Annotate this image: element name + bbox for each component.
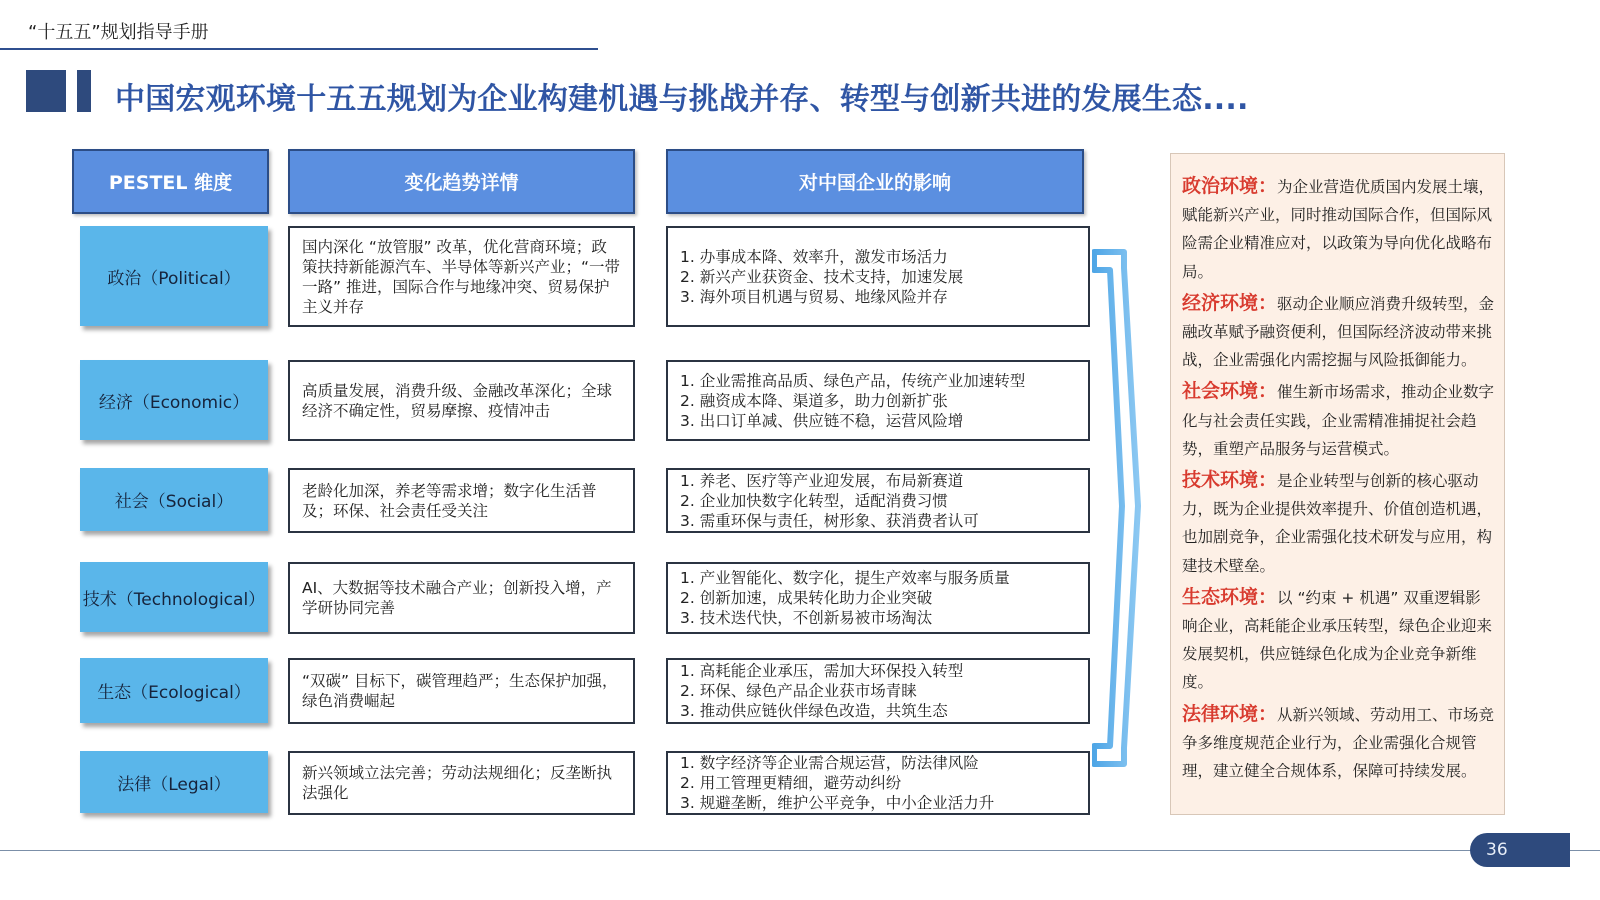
column-header-trend: 变化趋势详情	[288, 149, 635, 214]
dimension-ecological: 生态（Ecological）	[80, 658, 268, 723]
summary-label: 社会环境：	[1182, 380, 1278, 403]
dimension-political: 政治（Political）	[80, 226, 268, 326]
impact-item: 1. 办事成本降、效率升，激发市场活力	[680, 247, 948, 266]
impact-political	[666, 226, 1090, 327]
summary-label: 法律环境：	[1182, 702, 1278, 725]
trend-economic: 高质量发展，消费升级、金融改革深化；全球经济不确定性，贸易摩擦、疫情冲击	[288, 360, 635, 441]
impact-item: 2. 新兴产业获资金、技术支持，加速发展	[680, 267, 964, 286]
dimension-technological: 技术（Technological）	[80, 562, 268, 632]
page-title: 中国宏观环境十五五规划为企业构建机遇与挑战并存、转型与创新共进的发展生态....	[115, 82, 1249, 117]
summary-label: 生态环境：	[1182, 585, 1278, 608]
document-title: “十五五”规划指导手册	[28, 22, 209, 43]
impact-ecological	[666, 658, 1090, 724]
summary-label: 经济环境：	[1182, 291, 1278, 314]
summary-label: 政治环境：	[1182, 175, 1278, 197]
summary-technological	[1182, 466, 1496, 580]
trend-technological: AI、大数据等技术融合产业；创新投入增，产学研协同完善	[288, 562, 635, 634]
impact-item: 2. 融资成本降、渠道多，助力创新扩张	[680, 391, 948, 410]
dimension-social: 社会（Social）	[80, 468, 268, 531]
summary-text: 从新兴领域、劳动用工、市场竞争多维度规范企业行为，企业需强化合规管理，建立健全合规体系，保障可持续发展。	[1182, 705, 1495, 781]
summary-social	[1182, 377, 1496, 463]
summary-legal	[1182, 700, 1496, 786]
page-number: 36	[1470, 833, 1570, 867]
impact-item: 3. 推动供应链伙伴绿色改造，共筑生态	[680, 702, 948, 720]
footer-divider	[0, 850, 1600, 851]
impact-item: 3. 需重环保与责任，树形象、获消费者认可	[680, 511, 979, 530]
summary-text: 催生新市场需求，推动企业数字化与社会责任实践，企业需精准捕捉社会趋势，重塑产品服务与运营模式。	[1182, 383, 1495, 458]
summary-text: 以 “约束 + 机遇” 双重逻辑影响企业，高耗能企业承压转型，绿色企业迎来发展契机，供应链绿色化成为企业竞争新维度。	[1182, 588, 1493, 692]
impact-item: 1. 高耗能企业承压，需加大环保投入转型	[680, 662, 964, 680]
impact-item: 1. 数字经济等企业需合规运营，防法律风险	[680, 754, 979, 772]
title-accent-bar-small	[77, 70, 91, 112]
impact-economic	[666, 360, 1090, 441]
impact-item: 3. 出口订单减、供应链不稳，运营风险增	[680, 411, 964, 430]
impact-item: 3. 海外项目机遇与贸易、地缘风险并存	[680, 287, 948, 306]
summary-label: 技术环境：	[1182, 469, 1278, 492]
header-divider	[0, 48, 598, 50]
summary-panel	[1170, 153, 1505, 815]
trend-legal: 新兴领域立法完善；劳动法规细化；反垄断执法强化	[288, 751, 635, 815]
impact-item: 2. 创新加速，成果转化助力企业突破	[680, 589, 933, 607]
dimension-economic: 经济（Economic）	[80, 360, 268, 440]
impact-social	[666, 468, 1090, 533]
impact-item: 1. 产业智能化、数字化，提生产效率与服务质量	[680, 569, 1010, 587]
column-header-impact: 对中国企业的影响	[666, 149, 1084, 214]
summary-economic	[1182, 289, 1496, 375]
bracket-arrow-icon	[1092, 248, 1142, 768]
trend-political: 国内深化 “放管服” 改革，优化营商环境；政策扶持新能源汽车、半导体等新兴产业；“一带一路” 推进，国际合作与地缘冲突、贸易保护主义并存	[288, 226, 635, 327]
impact-legal	[666, 751, 1090, 815]
impact-item: 2. 环保、绿色产品企业获市场青睐	[680, 682, 917, 700]
title-accent-bar	[26, 70, 66, 112]
impact-item: 3. 技术迭代快，不创新易被市场淘汰	[680, 609, 933, 627]
summary-text: 驱动企业顺应消费升级转型，金融改革赋予融资便利，但国际经济波动带来挑战，企业需强化内需挖掘与风险抵御能力。	[1182, 294, 1495, 370]
impact-item: 1. 养老、医疗等产业迎发展，布局新赛道	[680, 471, 964, 490]
summary-text: 是企业转型与创新的核心驱动力，既为企业提供效率提升、价值创造机遇，也加剧竞争，企业需强化技术研发与应用，构建技术壁垒。	[1182, 472, 1493, 575]
trend-ecological: “双碳” 目标下，碳管理趋严；生态保护加强，绿色消费崛起	[288, 658, 635, 724]
impact-technological	[666, 562, 1090, 634]
dimension-legal: 法律（Legal）	[80, 751, 268, 813]
summary-ecological	[1182, 583, 1496, 697]
column-header-pestel: PESTEL 维度	[72, 149, 269, 214]
trend-social: 老龄化加深，养老等需求增；数字化生活普及；环保、社会责任受关注	[288, 468, 635, 533]
impact-item: 2. 企业加快数字化转型，适配消费习惯	[680, 491, 948, 510]
impact-item: 2. 用工管理更精细，避劳动纠纷	[680, 774, 902, 792]
summary-text: 为企业营造优质国内发展土壤，赋能新兴产业，同时推动国际合作，但国际风险需企业精准应对，以政策为导向优化战略布局。	[1182, 178, 1495, 281]
impact-item: 1. 企业需推高品质、绿色产品，传统产业加速转型	[680, 371, 1026, 390]
summary-political	[1182, 172, 1496, 286]
impact-item: 3. 规避垄断，维护公平竞争，中小企业活力升	[680, 794, 995, 812]
